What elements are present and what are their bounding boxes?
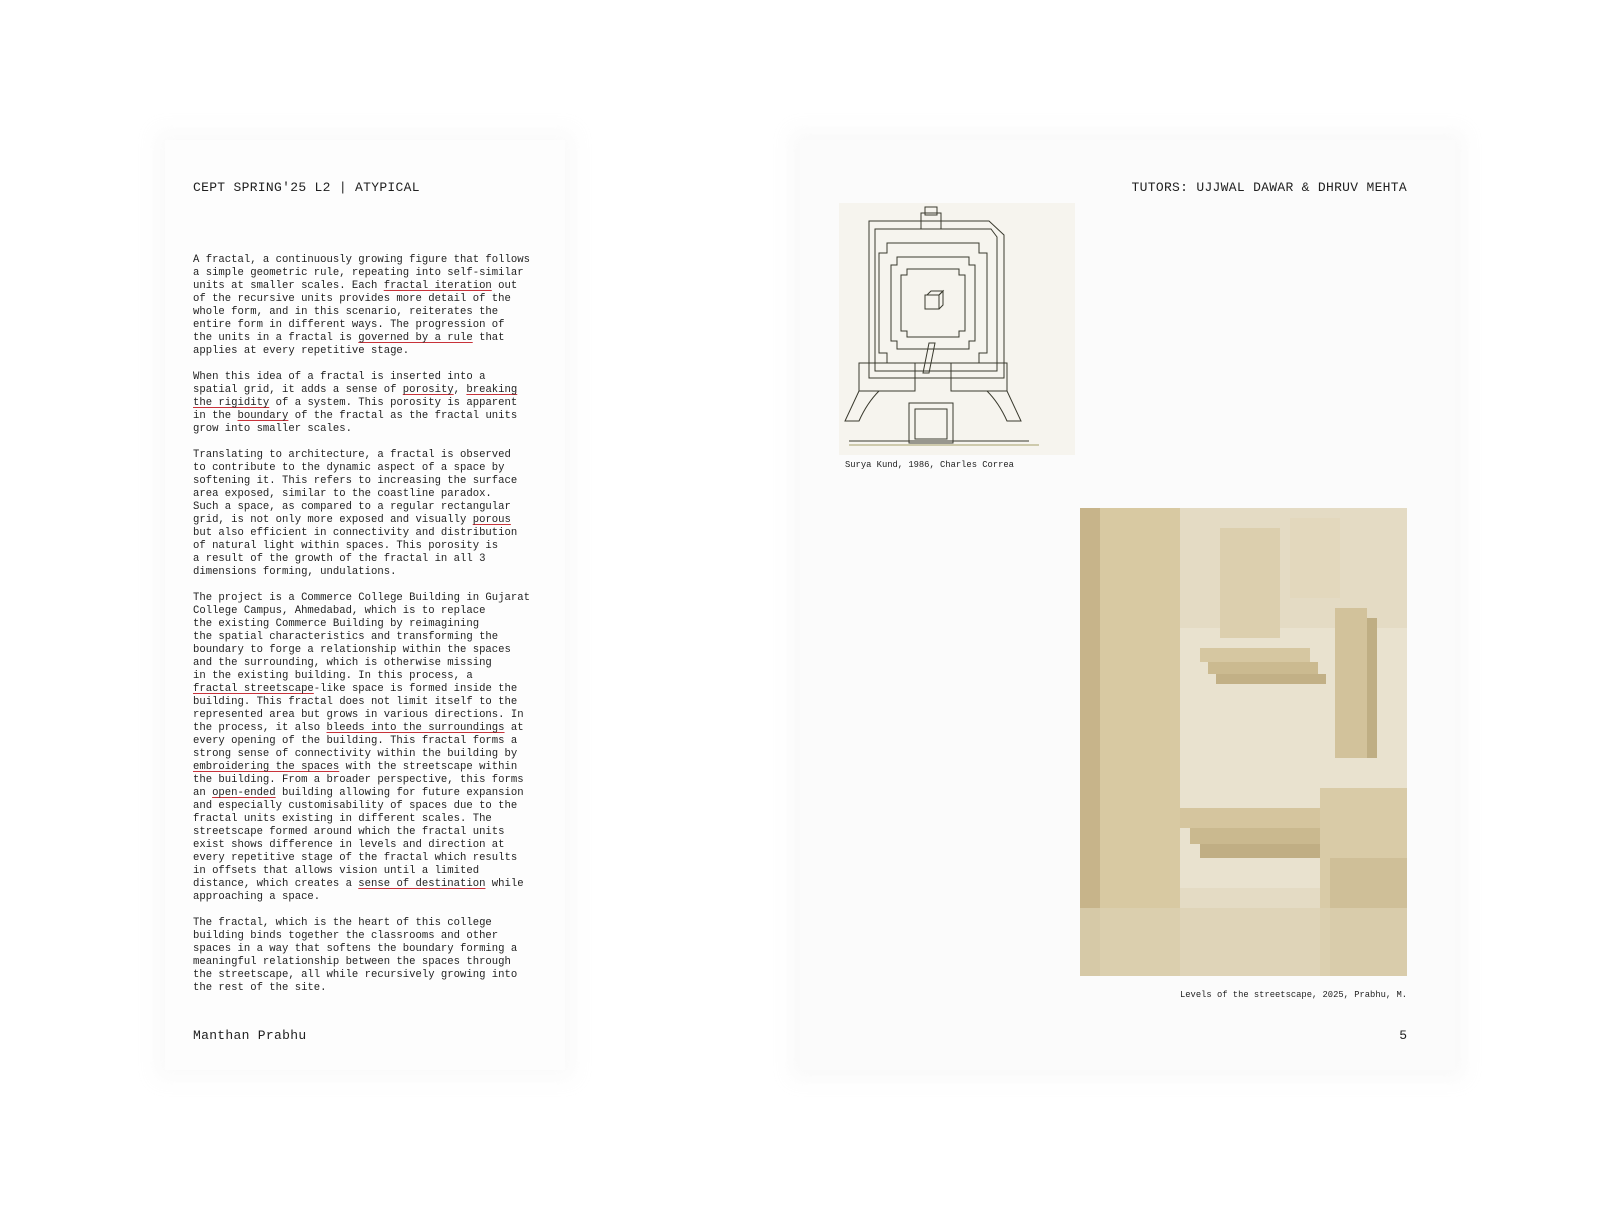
text-run: entire form in different ways. The progression of [193, 319, 505, 331]
text-line [193, 319, 553, 332]
text-line [193, 592, 553, 605]
text-run: that [472, 332, 505, 344]
text-run: the units in a fractal is [193, 332, 359, 344]
text-run: while [485, 878, 524, 890]
tutors-header: TUTORS: UJJWAL DAWAR & DHRUV MEHTA [1131, 180, 1407, 195]
text-run: building. This fractal does not limit itself to the [193, 696, 518, 708]
text-run: represented area but grows in various directions. In [193, 709, 524, 721]
text-run: meaningful relationship between the spaces through [193, 956, 511, 968]
text-run: in offsets that allows vision until a limited [193, 865, 480, 877]
text-run: building binds together the classrooms and other [193, 930, 499, 942]
text-line [193, 956, 553, 969]
text-run: the existing Commerce Building by reimagining [193, 618, 480, 630]
text-run: College Campus, Ahmedabad, which is to replace [193, 605, 486, 617]
text-run: and the surrounding, which is otherwise missing [193, 657, 492, 669]
text-line [193, 605, 553, 618]
text-run: grow into smaller scales. [193, 423, 352, 435]
text-run: and especially customisability of spaces due to the [193, 800, 518, 812]
text-line [193, 514, 553, 527]
text-run: a result of the growth of the fractal in all 3 [193, 553, 486, 565]
text-run: fractal units existing in different scales. The [193, 813, 492, 825]
text-line [193, 501, 553, 514]
text-run: the streetscape, all while recursively growing into [193, 969, 518, 981]
text-run: of natural light within spaces. This porosity is [193, 540, 499, 552]
text-line [193, 345, 553, 358]
text-run: of the fractal as the fractal units [288, 410, 518, 422]
text-line [193, 865, 553, 878]
underlined-phrase: fractal streetscape [193, 683, 314, 695]
author-name: Manthan Prabhu [193, 1028, 307, 1043]
text-run: area exposed, similar to the coastline paradox. [193, 488, 492, 500]
text-line [193, 813, 553, 826]
paragraph [193, 371, 553, 436]
text-run: strong sense of connectivity within the building by [193, 748, 518, 760]
text-line [193, 527, 553, 540]
text-line [193, 748, 553, 761]
text-run: applies at every repetitive stage. [193, 345, 410, 357]
text-run: When this idea of a fractal is inserted into a [193, 371, 486, 383]
text-run: the rest of the site. [193, 982, 327, 994]
text-run: a simple geometric rule, repeating into self-similar [193, 267, 524, 279]
underlined-phrase: porous [472, 514, 511, 526]
streetscape-model-photo [1080, 508, 1407, 976]
text-run: of the recursive units provides more detail of the [193, 293, 511, 305]
text-line [193, 722, 553, 735]
underlined-phrase: governed by a rule [358, 332, 473, 344]
paragraph [193, 254, 553, 358]
underlined-phrase: boundary [237, 410, 289, 422]
underlined-phrase: embroidering the spaces [193, 761, 340, 773]
model-illustration [1080, 508, 1407, 976]
text-line [193, 254, 553, 267]
text-run: spaces in a way that softens the boundary forming a [193, 943, 518, 955]
text-line [193, 423, 553, 436]
text-run: but also efficient in connectivity and distribution [193, 527, 518, 539]
text-run: distance, which creates a [193, 878, 359, 890]
text-line [193, 787, 553, 800]
text-line [193, 826, 553, 839]
text-run: approaching a space. [193, 891, 321, 903]
text-line [193, 852, 553, 865]
text-run: every opening of the building. This fractal forms a [193, 735, 518, 747]
text-line [193, 540, 553, 553]
text-line [193, 267, 553, 280]
paragraph [193, 917, 553, 995]
text-run: units at smaller scales. Each [193, 280, 384, 292]
text-run: the process, it also [193, 722, 327, 734]
text-run: A fractal, a continuously growing figure that follows [193, 254, 530, 266]
text-line [193, 683, 553, 696]
paragraph [193, 592, 553, 904]
plan-drawing [839, 203, 1075, 455]
text-run: The fractal, which is the heart of this college [193, 917, 492, 929]
photo-caption: Levels of the streetscape, 2025, Prabhu, M. [1180, 990, 1407, 1000]
text-line [193, 410, 553, 423]
underlined-phrase: bleeds into the surroundings [326, 722, 505, 734]
text-line [193, 371, 553, 384]
text-line [193, 280, 553, 293]
text-run: , [453, 384, 467, 396]
text-line [193, 475, 553, 488]
text-line [193, 488, 553, 501]
text-line [193, 800, 553, 813]
underlined-phrase: open-ended [212, 787, 276, 799]
sketch-caption: Surya Kund, 1986, Charles Correa [845, 460, 1014, 470]
text-line [193, 969, 553, 982]
text-line [193, 917, 553, 930]
text-line [193, 332, 553, 345]
text-run: the building. From a broader perspective, this forms [193, 774, 524, 786]
text-run: dimensions forming, undulations. [193, 566, 397, 578]
text-run: spatial grid, it adds a sense of [193, 384, 403, 396]
text-line [193, 735, 553, 748]
text-run: every repetitive stage of the fractal which results [193, 852, 518, 864]
text-line [193, 878, 553, 891]
text-run: building allowing for future expansion [275, 787, 524, 799]
text-run: -like space is formed inside the [313, 683, 518, 695]
text-run: out [491, 280, 518, 292]
text-run: the spatial characteristics and transforming the [193, 631, 499, 643]
text-line [193, 566, 553, 579]
page-number: 5 [1399, 1028, 1407, 1043]
text-run: boundary to forge a relationship within the spaces [193, 644, 511, 656]
text-line [193, 761, 553, 774]
text-run: The project is a Commerce College Building in Gujarat [193, 592, 530, 604]
text-line [193, 306, 553, 319]
text-run: to contribute to the dynamic aspect of a space by [193, 462, 505, 474]
text-line [193, 943, 553, 956]
text-line [193, 982, 553, 995]
text-line [193, 449, 553, 462]
underlined-phrase: fractal iteration [383, 280, 492, 292]
text-run: in the [193, 410, 238, 422]
course-header: CEPT SPRING'25 L2 | ATYPICAL [193, 180, 420, 195]
text-run: softening it. This refers to increasing the surface [193, 475, 518, 487]
text-line [193, 839, 553, 852]
text-line [193, 462, 553, 475]
text-line [193, 553, 553, 566]
underlined-phrase: breaking [466, 384, 518, 396]
text-run: Such a space, as compared to a regular rectangular [193, 501, 511, 513]
text-run: whole form, and in this scenario, reiterates the [193, 306, 499, 318]
text-run: Translating to architecture, a fractal is observed [193, 449, 511, 461]
text-run: of a system. This porosity is apparent [269, 397, 518, 409]
text-line [193, 293, 553, 306]
text-line [193, 709, 553, 722]
text-run: at [504, 722, 524, 734]
surya-kund-sketch [839, 203, 1075, 455]
text-line [193, 696, 553, 709]
text-line [193, 397, 553, 410]
text-line [193, 774, 553, 787]
text-line [193, 631, 553, 644]
essay-body [193, 254, 553, 1008]
text-line [193, 891, 553, 904]
text-run: exist shows difference in levels and direction at [193, 839, 505, 851]
text-line [193, 670, 553, 683]
underlined-phrase: porosity [402, 384, 454, 396]
text-run: grid, is not only more exposed and visually [193, 514, 473, 526]
text-run: an [193, 787, 213, 799]
paragraph [193, 449, 553, 579]
text-run: in the existing building. In this process, a [193, 670, 473, 682]
text-line [193, 930, 553, 943]
text-line [193, 657, 553, 670]
text-line [193, 644, 553, 657]
text-line [193, 384, 553, 397]
text-run: streetscape formed around which the fractal units [193, 826, 505, 838]
text-line [193, 618, 553, 631]
text-run: with the streetscape within [339, 761, 518, 773]
underlined-phrase: sense of destination [358, 878, 486, 890]
underlined-phrase: the rigidity [193, 397, 270, 409]
